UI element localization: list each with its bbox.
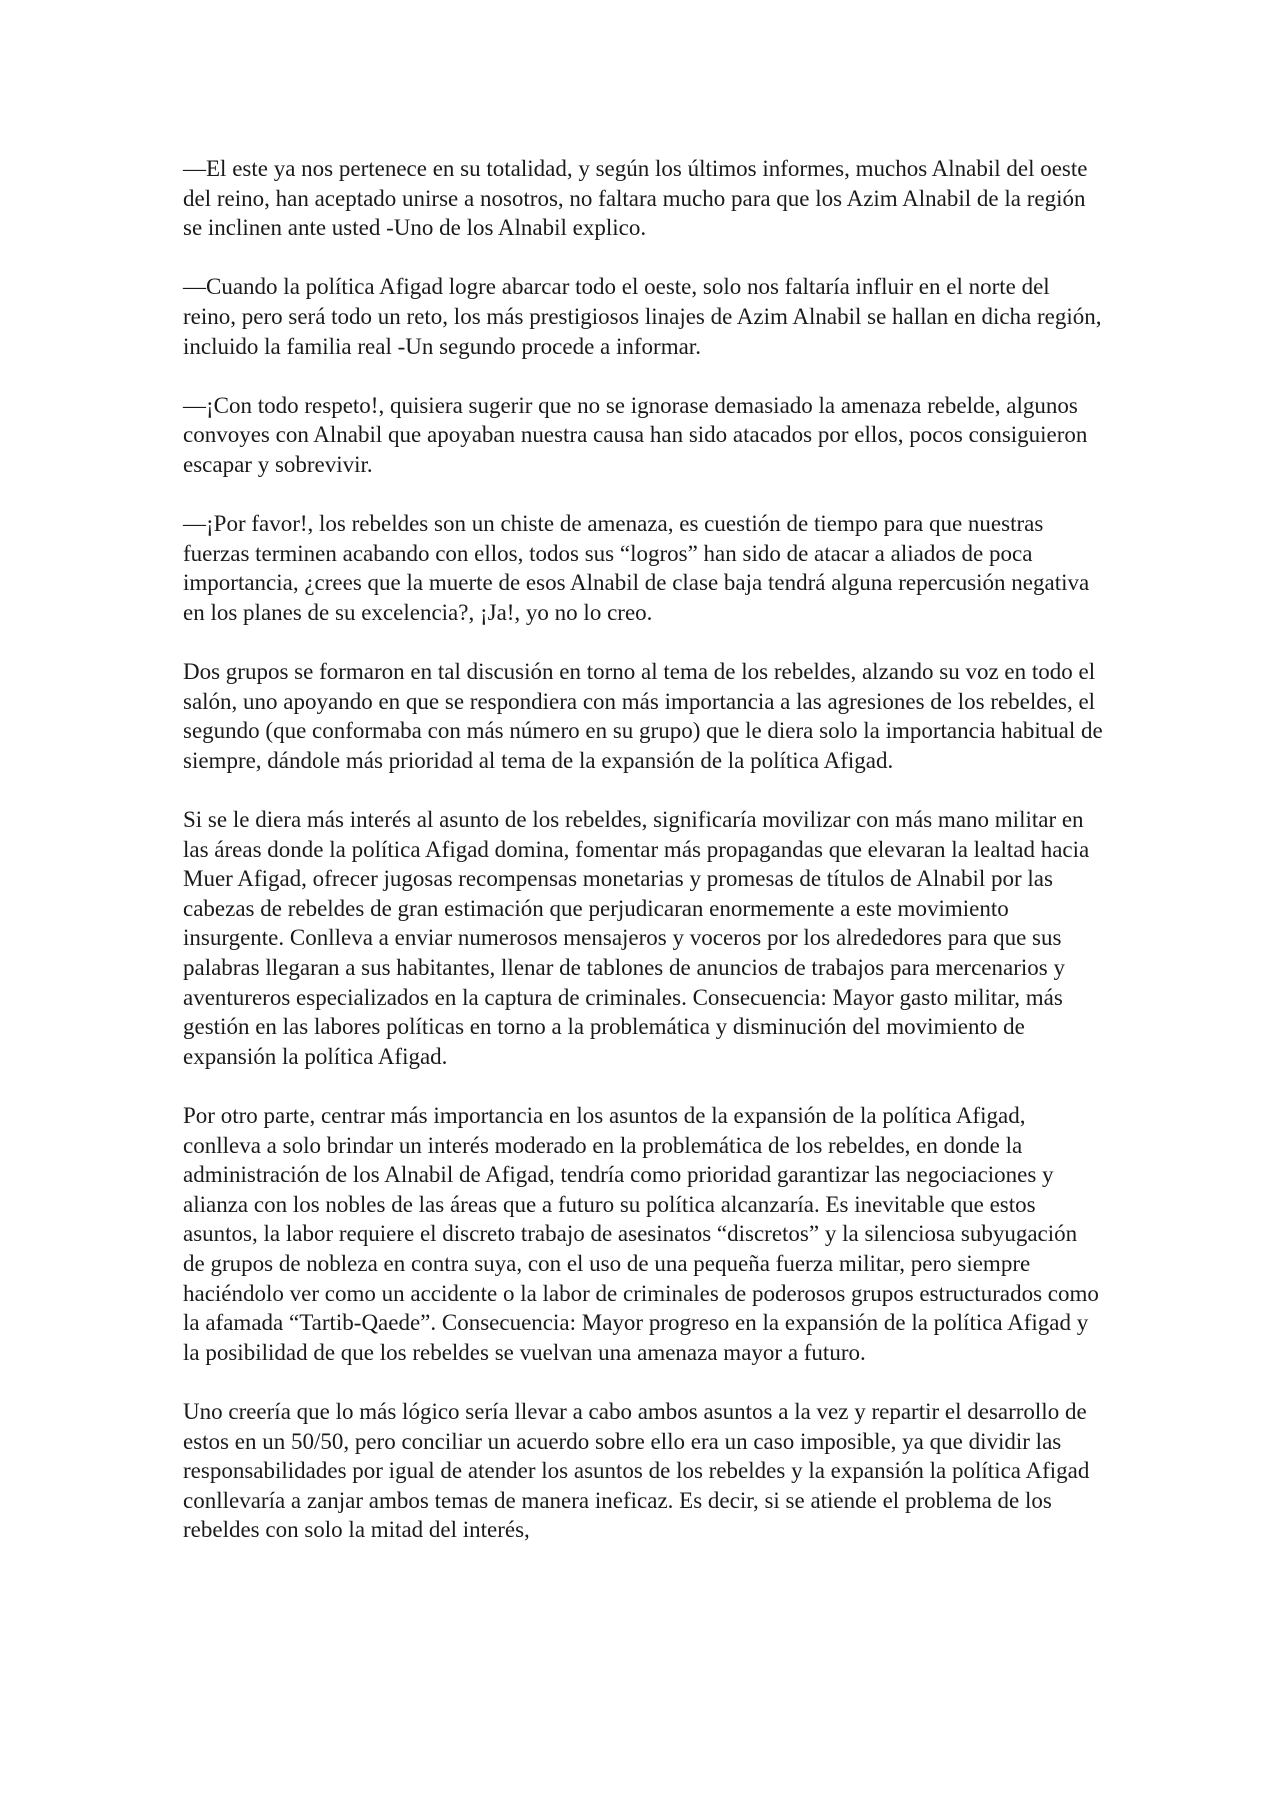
- text-body: [183, 154, 1103, 1545]
- paragraph-8: Uno creería que lo más lógico sería llevar a cabo ambos asuntos a la vez y repartir el desarrollo de estos en un 50/50, pero conciliar un acuerdo sobre ello era un caso imposible, ya que dividir las responsabilidades por igual de atender los asuntos de los rebeldes y la expansión la política Afigad conllevaría a zanjar ambos temas de manera ineficaz. Es decir, si se atiende el problema de los rebeldes con solo la mitad del interés,: [183, 1398, 1090, 1543]
- paragraph-5: Dos grupos se formaron en tal discusión en torno al tema de los rebeldes, alzando su voz en todo el salón, uno apoyando en que se respondiera con más importancia a las agresiones de los rebeldes, el segundo (que conformaba con más número en su grupo) que le diera solo la importancia habitual de siempre, dándole más prioridad al tema de la expansión de la política Afigad.: [183, 659, 1103, 773]
- paragraph-6: Si se le diera más interés al asunto de los rebeldes, significaría movilizar con más mano militar en las áreas donde la política Afigad domina, fomentar más propagandas que elevaran la lealtad hacia Muer Afigad, ofrecer jugosas recompensas monetarias y promesas de títulos de Alnabil por las cabezas de rebeldes de gran estimación que perjudicaran enormemente a este movimiento insurgente. Conlleva a enviar numerosos mensajeros y voceros por los alrededores para que sus palabras llegaran a sus habitantes, llenar de tablones de anuncios de trabajos para mercenarios y aventureros especializados en la captura de criminales. Consecuencia: Mayor gasto militar, más gestión en las labores políticas en torno a la problemática y disminución del movimiento de expansión la política Afigad.: [183, 807, 1090, 1069]
- paragraph-4: —¡Por favor!, los rebeldes son un chiste de amenaza, es cuestión de tiempo para que nuestras fuerzas terminen acabando con ellos, todos sus “logros” han sido de atacar a aliados de poca importancia, ¿crees que la muerte de esos Alnabil de clase baja tendrá alguna repercusión negativa en los planes de su excelencia?, ¡Ja!, yo no lo creo.: [183, 511, 1090, 625]
- paragraph-1: —El este ya nos pertenece en su totalidad, y según los últimos informes, muchos Alnabil del oeste del reino, han aceptado unirse a nosotros, no faltara mucho para que los Azim Alnabil de la región se inclinen ante usted -Uno de los Alnabil explico.: [183, 156, 1088, 241]
- paragraph-3: —¡Con todo respeto!, quisiera sugerir que no se ignorase demasiado la amenaza rebelde, algunos convoyes con Alnabil que apoyaban nuestra causa han sido atacados por ellos, pocos consiguieron escapar y sobrevivir.: [183, 392, 1088, 477]
- paragraph-7: Por otro parte, centrar más importancia en los asuntos de la expansión de la política Afigad, conlleva a solo brindar un interés moderado en la problemática de los rebeldes, en donde la administración de los Alnabil de Afigad, tendría como prioridad garantizar las negociaciones y alianza con los nobles de las áreas que a futuro su política alcanzaría. Es inevitable que estos asuntos, la labor requiere el discreto trabajo de asesinatos “discretos” y la silenciosa subyugación de grupos de nobleza en contra suya, con el uso de una pequeña fuerza militar, pero siempre haciéndolo ver como un accidente o la labor de criminales de poderosos grupos estructurados como la afamada “Tartib-Qaede”. Consecuencia: Mayor progreso en la expansión de la política Afigad y la posibilidad de que los rebeldes se vuelvan una amenaza mayor a futuro.: [183, 1103, 1099, 1365]
- paragraph-2: —Cuando la política Afigad logre abarcar todo el oeste, solo nos faltaría influir en el norte del reino, pero será todo un reto, los más prestigiosos linajes de Azim Alnabil se hallan en dicha región, incluido la familia real -Un segundo procede a informar.: [183, 274, 1102, 359]
